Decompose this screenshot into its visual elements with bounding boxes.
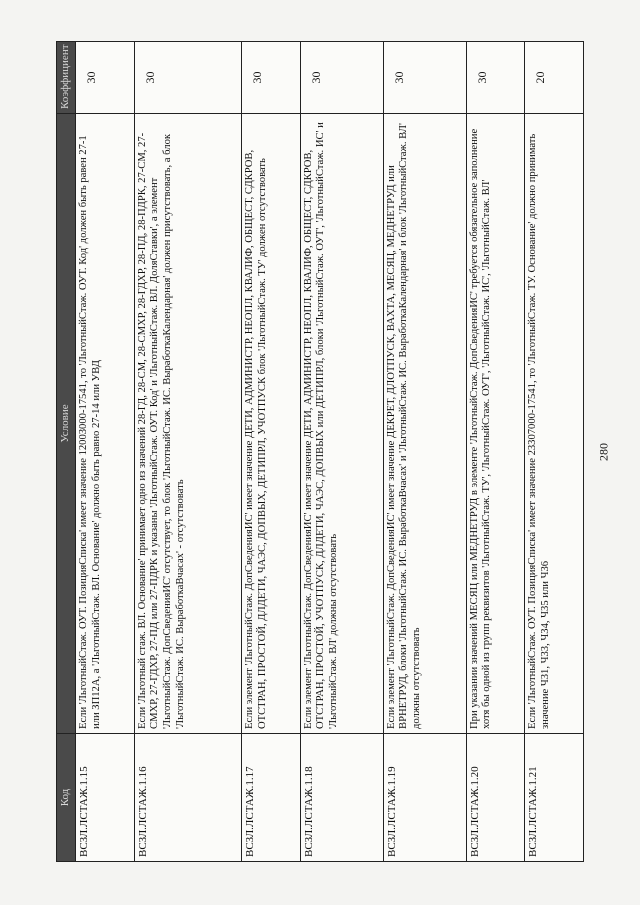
table-row (76, 42, 135, 862)
row-code: ВСЗЛ.ЛСТАЖ.1.21 (525, 734, 584, 862)
row-code: ВСЗЛ.ЛСТАЖ.1.20 (466, 734, 525, 862)
document-table-wrapper (56, 42, 584, 862)
table-row (134, 42, 242, 862)
row-coefficient: 20 (525, 42, 584, 114)
row-code: ВСЗЛ.ЛСТАЖ.1.19 (383, 734, 466, 862)
row-coefficient: 30 (134, 42, 242, 114)
table-row (383, 42, 466, 862)
page-number: 280 (596, 443, 611, 461)
row-condition: Если 'ЛьготныйСтаж. ОУТ. ПозицияСписка' имеет значение 23307000-17541, то 'ЛьготныйСтаж. ТУ. Основание' должно принимать значение Ч31, Ч33, Ч34, Ч35 или Ч36 (525, 114, 584, 734)
row-code: ВСЗЛ.ЛСТАЖ.1.17 (242, 734, 301, 862)
table-row (300, 42, 383, 862)
table-row (525, 42, 584, 862)
table-row (242, 42, 301, 862)
row-code: ВСЗЛ.ЛСТАЖ.1.16 (134, 734, 242, 862)
row-coefficient: 30 (76, 42, 135, 114)
row-condition: При указании значений МЕСЯЦ или МЕДНЕТРУД в элементе 'ЛьготныйСтаж. ДопСведенияИС' требуется обязательное заполнение хотя бы одной из групп реквизитов 'ЛьготныйСтаж. ТУ', 'ЛьготныйСтаж. ОУТ', 'ЛьготныйСтаж. ИС', 'ЛьготныйСтаж. ВЛ' (466, 114, 525, 734)
row-condition: Если элемент 'ЛьготныйСтаж. ДопСведенияИС' имеет значение ДЕТИ, АДМИНИСТР, НЕОПЛ, КВАЛИФ, ОБЩЕСТ, СДКРОВ, ОТСТРАН, ПРОСТОЙ, ДЛДЕТИ, ЧАЭС, ДОПВЫХ, ДЕТИПРЛ, УЧОТПУСК блок 'ЛьготныйСтаж. ТУ' должен отсутствовать (242, 114, 301, 734)
row-coefficient: 30 (466, 42, 525, 114)
row-coefficient: 30 (242, 42, 301, 114)
row-code: ВСЗЛ.ЛСТАЖ.1.15 (76, 734, 135, 862)
rules-table (56, 41, 584, 862)
header-condition: Условие (57, 114, 76, 734)
row-condition: Если элемент 'ЛьготныйСтаж. ДопСведенияИС' имеет значение ДЕТИ, АДМИНИСТР, НЕОПЛ, КВАЛИФ, ОБЩЕСТ, СДКРОВ, ОТСТРАН, ПРОСТОЙ, УЧОТПУСК, ДЛДЕТИ, ЧАЭС, ДОПВЫХ или ДЕТИПРЛ, блоки 'ЛьготныйСтаж. ОУТ', 'ЛьготныйСтаж. ИС' и 'ЛьготныйСтаж. ВЛ' должны отсутствовать (300, 114, 383, 734)
header-code: Код (57, 734, 76, 862)
row-code: ВСЗЛ.ЛСТАЖ.1.18 (300, 734, 383, 862)
row-condition: Если элемент 'ЛьготныйСтаж. ДопСведенияИС' имеет значение ДЕКРЕТ, ДЛОТПУСК, ВАХТА, МЕСЯЦ, МЕДНЕТРУД или ВРНЕТРУД, блоки 'ЛьготныйСтаж. ИС. ВыработкаВчасах' и 'ЛьготныйСтаж. ИС. ВыработкаКалендарная' и блок 'ЛьготныйСтаж. ВЛ' должны отсутствовать (383, 114, 466, 734)
table-row (466, 42, 525, 862)
row-coefficient: 30 (383, 42, 466, 114)
header-coefficient: Коэффициент (57, 42, 76, 114)
row-coefficient: 30 (300, 42, 383, 114)
row-condition: Если 'ЛьготныйСтаж. ОУТ. ПозицияСписка' имеет значение 12003000-17541, то 'ЛьготныйСтаж. ОУТ. Код' должен быть равен 27-1 или ЗП12А, а 'ЛьготныйСтаж. ВЛ. Основание' должно быть равно 27-14 или УВД (76, 114, 135, 734)
table-header-row (57, 42, 76, 862)
row-condition: Если 'Льготный стаж. ВЛ. Основание' принимает одно из значений 28-ГД, 28-СМ, 28-СМХР, 28-ГДХР, 28-ПД, 28-ПДРК, 27-СМ, 27-СМХР, 27-ГДХР, 27-ПД или 27-ПДРК и указаны 'ЛьготныйСтаж. ОУТ. Код' и 'ЛьготныйСтаж. ВЛ. ДоляСтавки', а элемент 'ЛьготныйСтаж. ДопСведенияИС' отсутствует, то блок 'ЛьготныйСтаж. ИС. ВыработкаКалендарная' должен присутствовать, а блок 'ЛьготныйСтаж. ИС. ВыработкаВчасах' - отсутствовать (134, 114, 242, 734)
